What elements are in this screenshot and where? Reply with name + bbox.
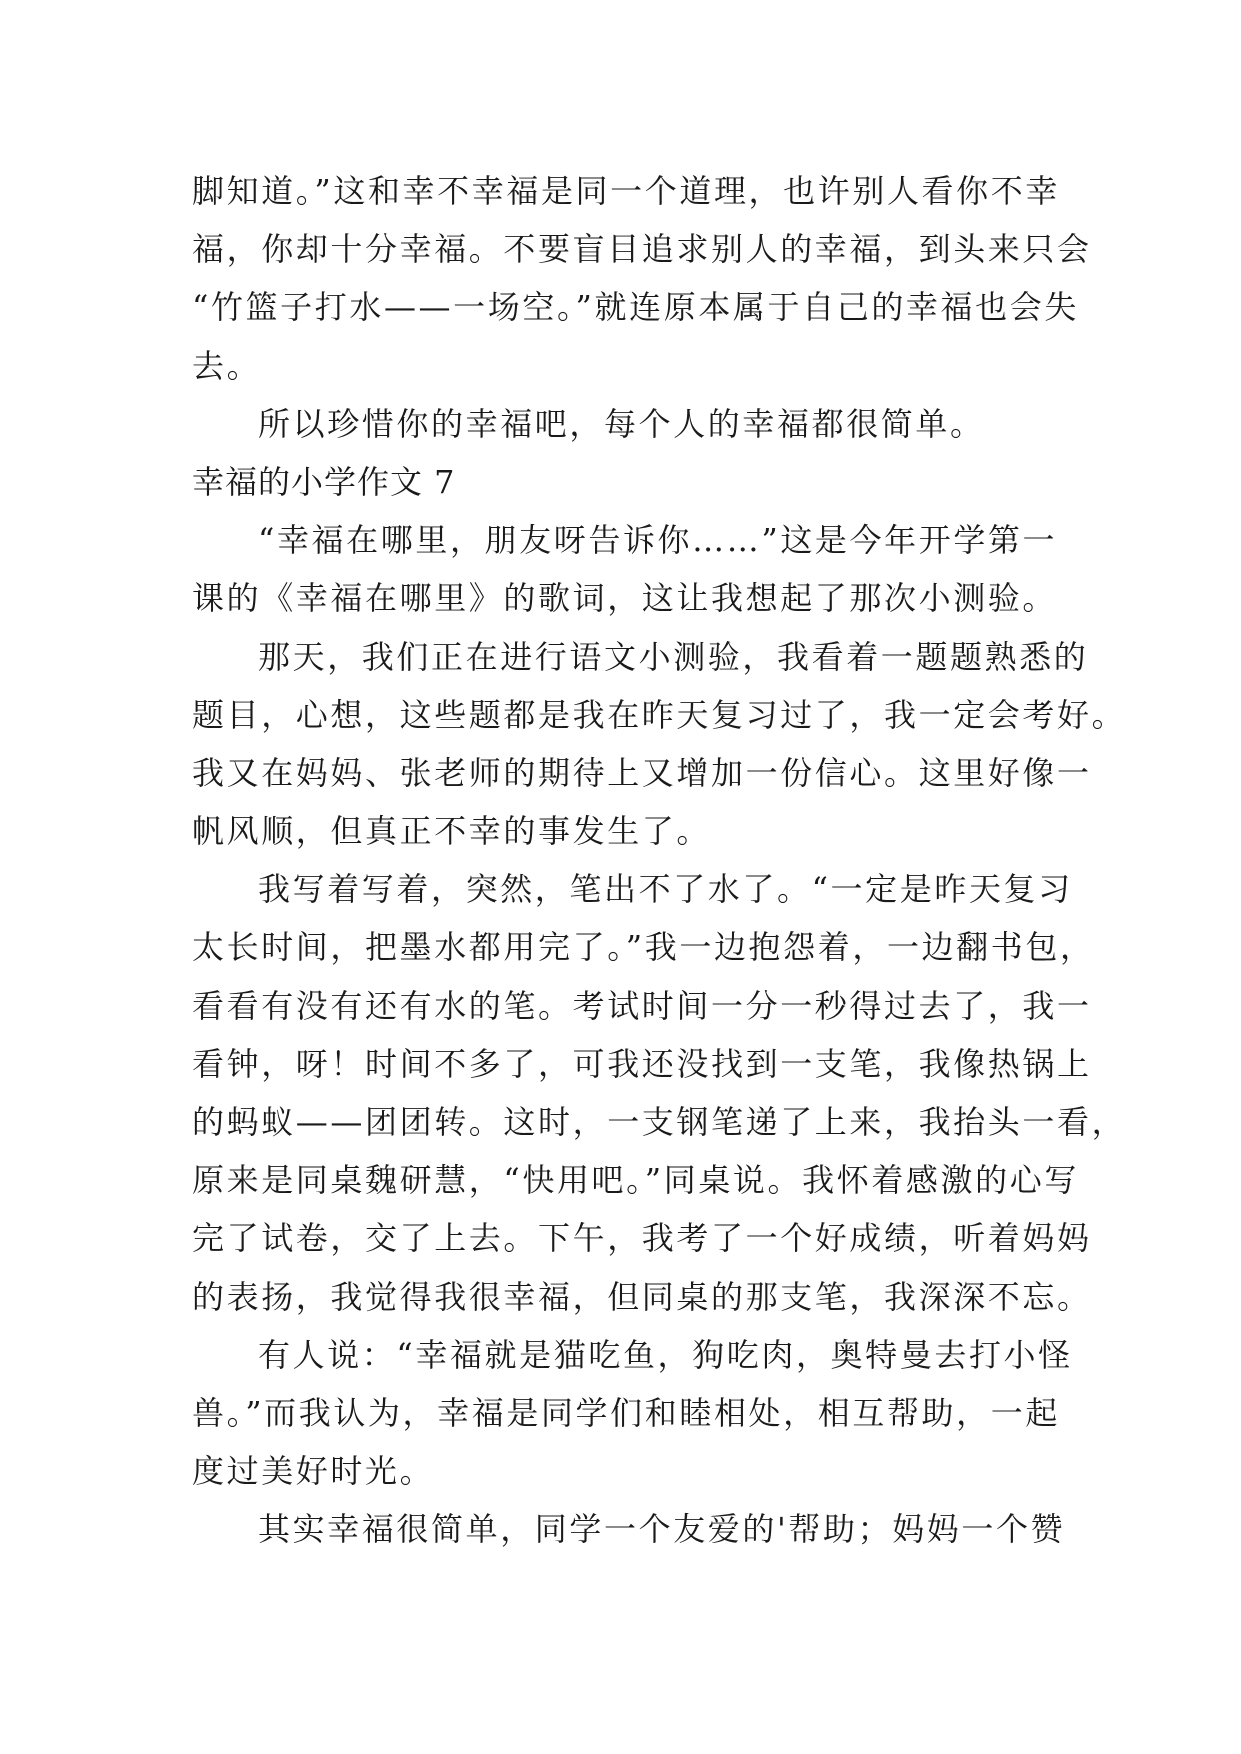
text-line: 的蚂蚁——团团转。这时，一支钢笔递了上来，我抬头一看， bbox=[192, 1103, 1127, 1141]
text-line: 的表扬，我觉得我很幸福，但同桌的那支笔，我深深不忘。 bbox=[192, 1277, 1092, 1316]
text-line: 太长时间，把墨水都用完了。”我一边抱怨着，一边翻书包， bbox=[192, 928, 1095, 967]
text-line: “幸福在哪里，朋友呀告诉你……”这是今年开学第一 bbox=[258, 521, 1058, 560]
text-line: 我写着写着，突然，笔出不了水了。“一定是昨天复习 bbox=[258, 870, 1073, 909]
text-line: 那天，我们正在进行语文小测验，我看着一题题熟悉的 bbox=[258, 637, 1089, 676]
text-line: 看钟，呀！时间不多了，可我还没找到一支笔，我像热锅上 bbox=[192, 1044, 1092, 1083]
text-line: 帆风顺，但真正不幸的事发生了。 bbox=[192, 812, 712, 851]
text-line: 看看有没有还有水的笔。考试时间一分一秒得过去了，我一 bbox=[192, 986, 1092, 1025]
text-line: 课的《幸福在哪里》的歌词，这让我想起了那次小测验。 bbox=[192, 579, 1058, 618]
text-line: 题目，心想，这些题都是我在昨天复习过了，我一定会考好。 bbox=[192, 695, 1127, 734]
text-line: 我又在妈妈、张老师的期待上又增加一份信心。这里好像一 bbox=[192, 753, 1092, 792]
text-line: “竹篮子打水——一场空。”就连原本属于自己的幸福也会失 bbox=[192, 288, 1079, 327]
text-line: 去。 bbox=[192, 346, 262, 385]
text-line: 所以珍惜你的幸福吧，每个人的幸福都很简单。 bbox=[258, 404, 985, 443]
text-line: 度过美好时光。 bbox=[192, 1452, 435, 1491]
section-title: 幸福的小学作文 7 bbox=[192, 462, 456, 501]
text-line: 完了试卷，交了上去。下午，我考了一个好成绩，听着妈妈 bbox=[192, 1219, 1092, 1258]
text-line: 其实幸福很简单，同学一个友爱的'帮助；妈妈一个赞 bbox=[258, 1510, 1066, 1549]
text-line: 有人说：“幸福就是猫吃鱼，狗吃肉，奥特曼去打小怪 bbox=[258, 1335, 1073, 1374]
text-line: 脚知道。”这和幸不幸福是同一个道理，也许别人看你不幸 bbox=[192, 172, 1060, 210]
text-line: 兽。”而我认为，幸福是同学们和睦相处，相互帮助，一起 bbox=[192, 1393, 1060, 1432]
text-line: 福，你却十分幸福。不要盲目追求别人的幸福，到头来只会 bbox=[192, 230, 1092, 269]
text-line: 原来是同桌魏研慧，“快用吧。”同桌说。我怀着感激的心写 bbox=[192, 1161, 1079, 1200]
